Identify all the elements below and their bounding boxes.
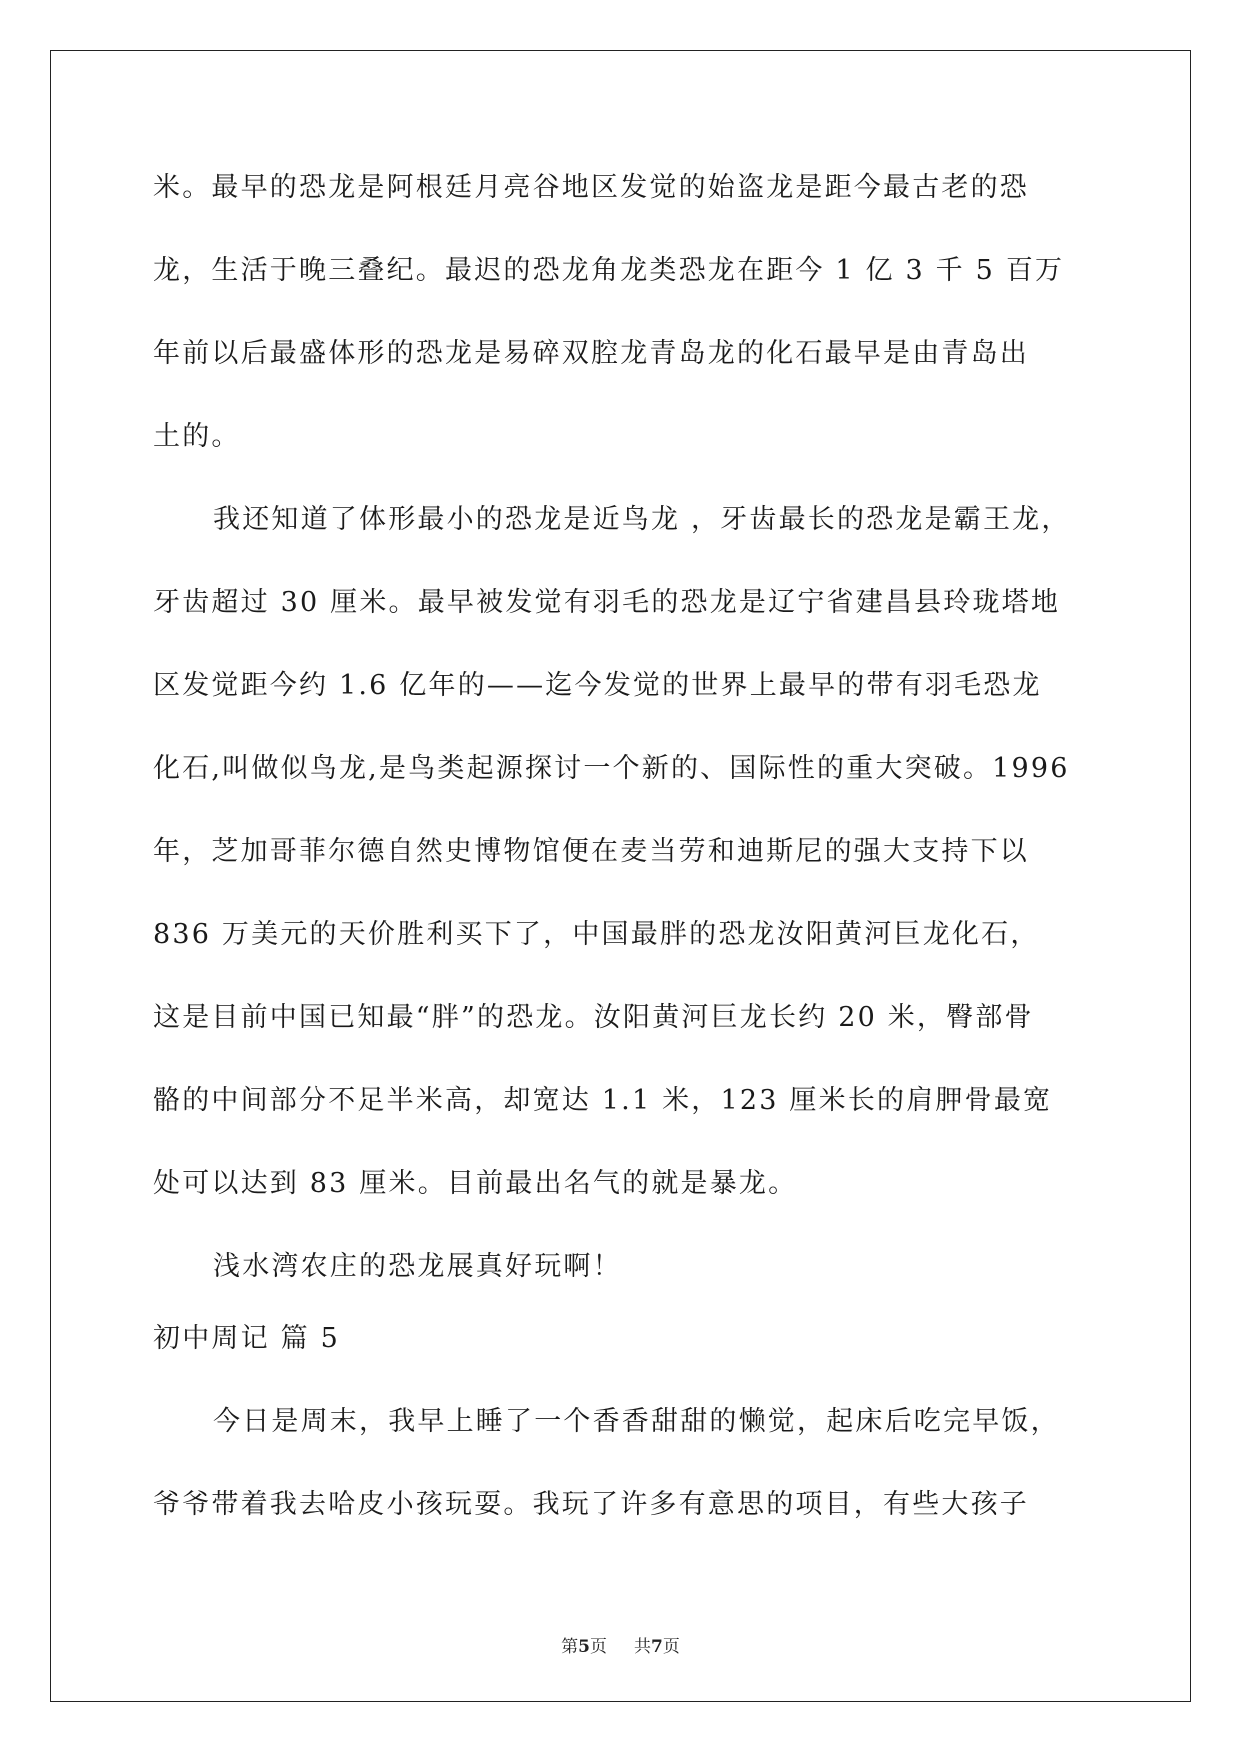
text-line: 化石,叫做似鸟龙,是鸟类起源探讨一个新的、国际性的重大突破。1996 [153, 753, 1070, 784]
page-number: 5 [578, 1637, 590, 1657]
total-suffix: 页 [662, 1637, 680, 1657]
text-line: 处可以达到 83 厘米。目前最出名气的就是暴龙。 [153, 1168, 798, 1199]
text-line: 年，芝加哥菲尔德自然史博物馆便在麦当劳和迪斯尼的强大支持下以 [153, 836, 1029, 867]
text-line: 爷爷带着我去哈皮小孩玩耍。我玩了许多有意思的项目，有些大孩子 [153, 1489, 1029, 1520]
text-line: 这是目前中国已知最“胖”的恐龙。汝阳黄河巨龙长约 20 米，臀部骨 [153, 1002, 1034, 1033]
page-suffix: 页 [589, 1637, 607, 1657]
text-line: 年前以后最盛体形的恐龙是易碎双腔龙青岛龙的化石最早是由青岛出 [153, 338, 1029, 369]
total-prefix: 共 [634, 1637, 652, 1657]
page-border [50, 50, 1191, 1702]
text-line: 836 万美元的天价胜利买下了，中国最胖的恐龙汝阳黄河巨龙化石， [153, 919, 1040, 950]
paragraph-start-line: 我还知道了体形最小的恐龙是近鸟龙 ，牙齿最长的恐龙是霸王龙， [213, 504, 1071, 535]
text-line: 区发觉距今约 1.6 亿年的——迄今发觉的世界上最早的带有羽毛恐龙 [153, 670, 1042, 701]
paragraph-start-line: 浅水湾农庄的恐龙展真好玩啊！ [213, 1251, 622, 1282]
section-heading: 初中周记 篇 5 [153, 1323, 340, 1354]
paragraph-start-line: 今日是周末，我早上睡了一个香香甜甜的懒觉，起床后吃完早饭， [213, 1406, 1060, 1437]
page-prefix: 第 [561, 1637, 579, 1657]
text-line: 米。最早的恐龙是阿根廷月亮谷地区发觉的始盗龙是距今最古老的恐 [153, 172, 1029, 203]
page-footer [0, 1632, 1241, 1657]
text-line: 土的。 [153, 421, 241, 452]
text-line: 龙，生活于晚三叠纪。最迟的恐龙角龙类恐龙在距今 1 亿 3 千 5 百万 [153, 255, 1065, 286]
text-line: 骼的中间部分不足半米高，却宽达 1.1 米，123 厘米长的肩胛骨最宽 [153, 1085, 1053, 1116]
text-line: 牙齿超过 30 厘米。最早被发觉有羽毛的恐龙是辽宁省建昌县玲珑塔地 [153, 587, 1061, 618]
total-pages: 7 [651, 1637, 663, 1657]
